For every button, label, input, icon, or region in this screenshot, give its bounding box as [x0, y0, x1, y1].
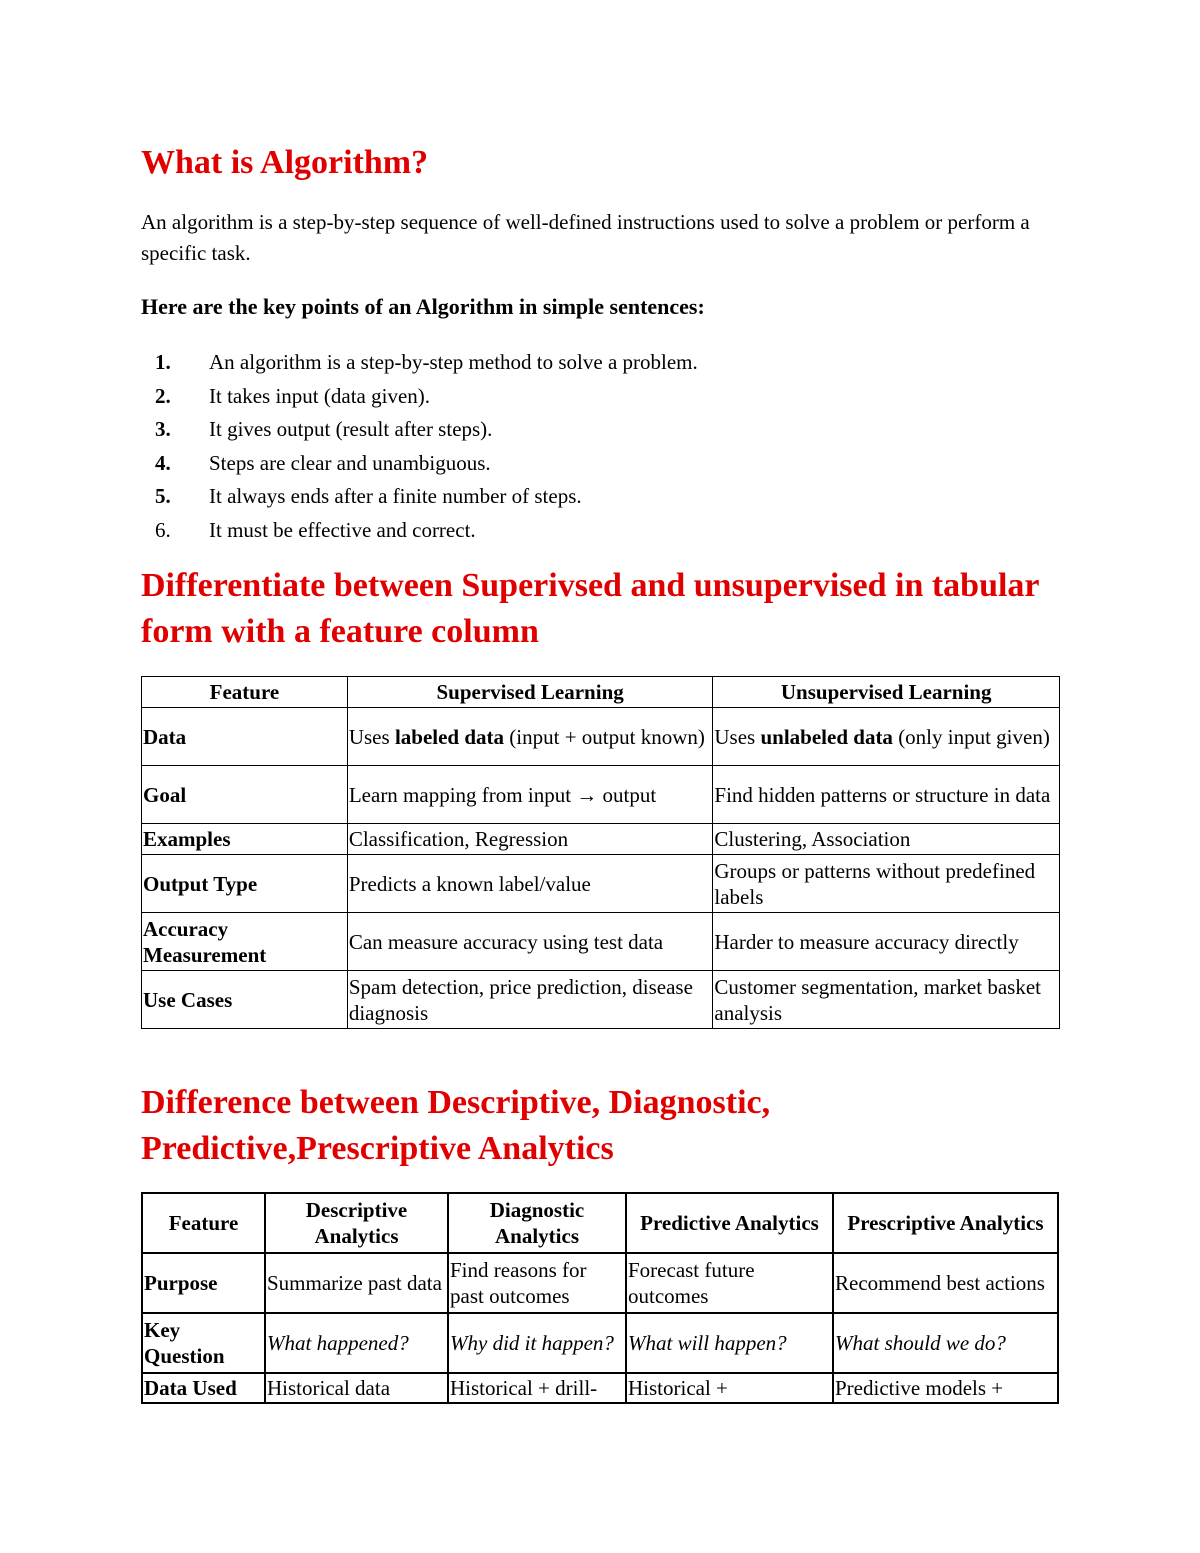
supervised-vs-unsupervised-table	[141, 676, 1060, 1029]
header-cell: Unsupervised Learning	[713, 677, 1060, 708]
descriptive-cell: Summarize past data	[265, 1253, 448, 1313]
feature-cell: Data Used	[142, 1373, 265, 1403]
feature-cell: Accuracy Measurement	[142, 913, 348, 971]
table-row	[142, 855, 1060, 913]
section-title-algorithm: What is Algorithm?	[141, 144, 429, 181]
list-item: 3. It gives output (result after steps).	[155, 417, 493, 441]
table-row	[142, 971, 1060, 1029]
supervised-cell: Uses labeled data (input + output known)	[347, 708, 713, 766]
feature-cell: Use Cases	[142, 971, 348, 1029]
unsupervised-cell: Find hidden patterns or structure in data	[713, 766, 1060, 824]
prescriptive-cell: Predictive models +	[833, 1373, 1058, 1403]
table-row	[142, 708, 1060, 766]
feature-cell: Examples	[142, 824, 348, 855]
list-item: 6. It must be effective and correct.	[155, 517, 476, 542]
feature-cell: Purpose	[142, 1253, 265, 1313]
unsupervised-cell: Clustering, Association	[713, 824, 1060, 855]
descriptive-cell: Historical data	[265, 1373, 448, 1403]
feature-cell: Key Question	[142, 1313, 265, 1373]
table-row	[142, 824, 1060, 855]
key-points-list	[141, 346, 698, 547]
header-cell: Predictive Analytics	[626, 1193, 833, 1253]
table-row	[142, 766, 1060, 824]
unsupervised-cell: Customer segmentation, market basket analysis	[713, 971, 1060, 1029]
supervised-cell: Can measure accuracy using test data	[347, 913, 713, 971]
feature-cell: Goal	[142, 766, 348, 824]
supervised-cell: Predicts a known label/value	[347, 855, 713, 913]
diagnostic-cell: Find reasons for past outcomes	[448, 1253, 626, 1313]
header-cell: Diagnostic Analytics	[448, 1193, 626, 1253]
list-item: 2. It takes input (data given).	[155, 383, 431, 408]
table-header-row	[142, 677, 1060, 708]
header-cell: Prescriptive Analytics	[833, 1193, 1058, 1253]
algorithm-definition: An algorithm is a step-by-step sequence of well-defined instructions used to solve a problem or perform a specific task.	[141, 210, 1030, 265]
analytics-comparison-table	[141, 1192, 1059, 1404]
table-row	[142, 1253, 1058, 1313]
diagnostic-cell: Why did it happen?	[448, 1313, 626, 1373]
diagnostic-cell: Historical + drill-	[448, 1373, 626, 1403]
unsupervised-cell: Harder to measure accuracy directly	[713, 913, 1060, 971]
predictive-cell: Historical +	[626, 1373, 833, 1403]
header-cell: Feature	[142, 1193, 265, 1253]
list-item: 4. Steps are clear and unambiguous.	[155, 450, 491, 475]
predictive-cell: Forecast future outcomes	[626, 1253, 833, 1313]
section-title-analytics: Difference between Descriptive, Diagnostic, Predictive,Prescriptive Analytics	[141, 1084, 771, 1167]
supervised-cell: Learn mapping from input → output	[347, 766, 713, 824]
header-cell: Descriptive Analytics	[265, 1193, 448, 1253]
supervised-cell: Spam detection, price prediction, disease diagnosis	[347, 971, 713, 1029]
list-item: 1. An algorithm is a step-by-step method to solve a problem.	[155, 350, 698, 374]
table-row	[142, 1373, 1058, 1403]
section-title-supervised: Differentiate between Superivsed and unsupervised in tabular form with a feature column	[141, 567, 1039, 650]
unsupervised-cell: Groups or patterns without predefined labels	[713, 855, 1060, 913]
feature-cell: Output Type	[142, 855, 348, 913]
prescriptive-cell: Recommend best actions	[833, 1253, 1058, 1313]
descriptive-cell: What happened?	[265, 1313, 448, 1373]
header-cell: Feature	[142, 677, 348, 708]
key-points-heading: Here are the key points of an Algorithm in simple sentences:	[141, 294, 705, 319]
table-row	[142, 913, 1060, 971]
predictive-cell: What will happen?	[626, 1313, 833, 1373]
prescriptive-cell: What should we do?	[833, 1313, 1058, 1373]
table-header-row	[142, 1193, 1058, 1253]
unsupervised-cell: Uses unlabeled data (only input given)	[713, 708, 1060, 766]
feature-cell: Data	[142, 708, 348, 766]
header-cell: Supervised Learning	[347, 677, 713, 708]
supervised-cell: Classification, Regression	[347, 824, 713, 855]
table-row	[142, 1313, 1058, 1373]
list-item: 5. It always ends after a finite number of steps.	[155, 484, 582, 508]
